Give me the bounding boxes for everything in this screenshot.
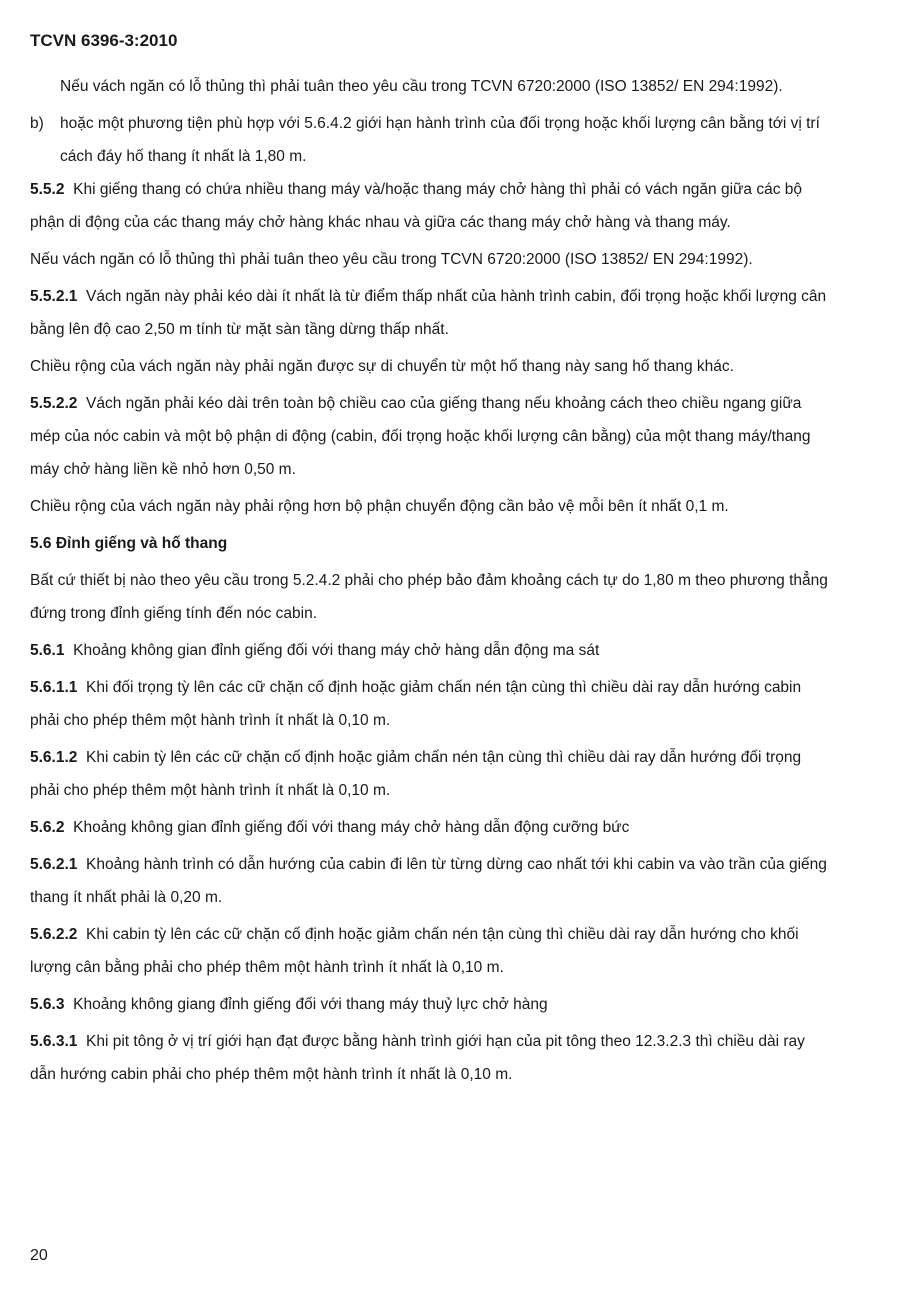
document-body [30,70,830,1095]
clause-5-5-2-2 [30,387,830,486]
paragraph: Bất cứ thiết bị nào theo yêu cầu trong 5.2.4.2 phải cho phép bảo đảm khoảng cách tự do 1,80 m theo phương thẳng đứng trong đỉnh giếng tính đến nóc cabin. [30,572,828,622]
clause-5-6-1-1 [30,671,830,737]
clause-number: 5.6.2.2 [30,926,78,943]
document-header: TCVN 6396-3:2010 [30,31,178,50]
clause-number: 5.6.2 [30,819,65,836]
clause-text: Khoảng không gian đỉnh giếng đối với thang máy chở hàng dẫn động cưỡng bức [73,819,630,836]
clause-text: Khoảng hành trình có dẫn hướng của cabin đi lên từ từng dừng cao nhất tới khi cabin va vào trần của giếng thang ít nhất phải là 0,20 m. [30,856,827,906]
paragraph: Chiều rộng của vách ngăn này phải ngăn được sự di chuyển từ một hố thang này sang hố thang khác. [30,358,734,375]
clause-text: Vách ngăn này phải kéo dài ít nhất là từ điểm thấp nhất của hành trình cabin, đối trọng hoặc khối lượng cân bằng lên độ cao 2,50 m tính từ mặt sàn tầng dừng thấp nhất. [30,288,827,338]
list-item-b [30,107,830,173]
list-label: b) [30,115,44,132]
clause-text: Khi pit tông ở vị trí giới hạn đạt được bằng hành trình giới hạn của pit tông theo 12.3.2.3 thì chiều dài ray dẫn hướng cabin phải cho phép thêm một hành trình ít nhất là 0,10 m. [30,1033,805,1083]
clause-text: Khi cabin tỳ lên các cữ chặn cố định hoặc giảm chấn nén tận cùng thì chiều dài ray dẫn hướng đối trọng phải cho phép thêm một hành trình ít nhất là 0,10 m. [30,749,802,799]
clause-text: Vách ngăn phải kéo dài trên toàn bộ chiều cao của giếng thang nếu khoảng cách theo chiều ngang giữa mép của nóc cabin và một bộ phận di động (cabin, đối trọng hoặc khối lượng cân bằng) của một thang máy/thang máy chở hàng liền kề nhỏ hơn 0,50 m. [30,395,811,478]
paragraph: Chiều rộng của vách ngăn này phải rộng hơn bộ phận chuyển động cần bảo vệ mỗi bên ít nhất 0,1 m. [30,498,729,515]
clause-text: Khoảng không giang đỉnh giếng đối với thang máy thuỷ lực chở hàng [73,996,548,1013]
paragraph: Nếu vách ngăn có lỗ thủng thì phải tuân theo yêu cầu trong TCVN 6720:2000 (ISO 13852/ EN 294:1992). [30,251,753,268]
clause-text: Khi đối trọng tỳ lên các cữ chặn cố định hoặc giảm chấn nén tận cùng thì chiều dài ray dẫn hướng cabin phải cho phép thêm một hành trình ít nhất là 0,10 m. [30,679,802,729]
clause-text: Khoảng không gian đỉnh giếng đối với thang máy chở hàng dẫn động ma sát [73,642,600,659]
clause-5-6-2 [30,811,830,844]
list-text: hoặc một phương tiện phù hợp với 5.6.4.2 giới hạn hành trình của đối trọng hoặc khối lượng cân bằng tới vị trí cách đáy hố thang ít nhất là 1,80 m. [60,115,820,165]
paragraph: Nếu vách ngăn có lỗ thủng thì phải tuân theo yêu cầu trong TCVN 6720:2000 (ISO 13852/ EN 294:1992). [60,78,783,95]
clause-5-6-1 [30,634,830,667]
clause-number: 5.5.2.1 [30,288,78,305]
page-number: 20 [30,1247,48,1264]
clause-5-6-1-2 [30,741,830,807]
clause-5-6-3 [30,988,830,1021]
clause-number: 5.6.1.2 [30,749,78,766]
clause-number: 5.6.1 [30,642,65,659]
clause-number: 5.6.3 [30,996,65,1013]
clause-text: Khi cabin tỳ lên các cữ chặn cố định hoặc giảm chấn nén tận cùng thì chiều dài ray dẫn hướng cho khối lượng cân bằng phải cho phép thêm một hành trình ít nhất là 0,10 m. [30,926,799,976]
clause-number: 5.6.1.1 [30,679,78,696]
clause-number: 5.6.2.1 [30,856,78,873]
clause-5-5-2 [30,173,830,239]
clause-number: 5.5.2 [30,181,65,198]
clause-5-6-2-2 [30,918,830,984]
clause-number: 5.5.2.2 [30,395,78,412]
section-heading-5-6: 5.6 Đỉnh giếng và hố thang [30,535,228,552]
clause-5-6-3-1 [30,1025,830,1091]
clause-5-6-2-1 [30,848,830,914]
clause-number: 5.6.3.1 [30,1033,78,1050]
clause-text: Khi giếng thang có chứa nhiều thang máy và/hoặc thang máy chở hàng thì phải có vách ngăn giữa các bộ phận di động của các thang máy chở hàng khác nhau và giữa các thang máy chở hàng và thang máy. [30,181,803,231]
clause-5-5-2-1 [30,280,830,346]
